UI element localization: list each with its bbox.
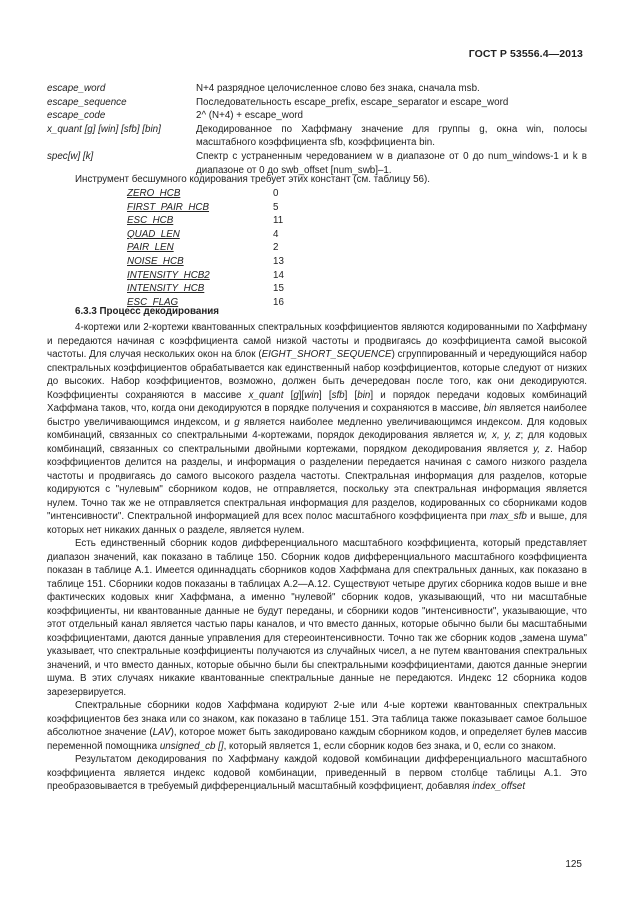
constant-name: QUAD_LEN xyxy=(127,228,180,240)
constant-name: INTENSITY_HCB2 xyxy=(127,269,210,281)
constant-value: 4 xyxy=(273,228,279,240)
definition-desc: Декодированное по Хаффману значение для группы g, окна win, полосы масштабного коэффициента sfb, коэффициента bin. xyxy=(196,123,587,149)
definition-term: spec[w] [k] xyxy=(47,150,94,162)
definition-row xyxy=(47,123,587,150)
definition-term: x_quant [g] [win] [sfb] [bin] xyxy=(47,123,161,135)
constant-row xyxy=(127,282,284,296)
constant-name: INTENSITY_HCB xyxy=(127,283,205,295)
document-header: ГОСТ Р 53556.4—2013 xyxy=(468,48,583,60)
constant-row xyxy=(127,187,284,201)
definition-term: escape_code xyxy=(47,110,106,122)
constant-row xyxy=(127,214,284,228)
constant-row xyxy=(127,255,284,269)
paragraph: Спектральные сборники кодов Хаффмана кодируют 2-ые или 4-ые кортежи квантованных спектральных коэффициентов без знака или со знаком, как показано в таблице 151. Эта таблица также показывает самое большое абсолютное значение (LAV), которое может быть закодировано каждым сборником кодов, и определяет булев массив переменной помощника unsigned_cb [], который является 1, если сборник кодов без знака, и 0, если со знаком. xyxy=(47,700,587,752)
section-heading: 6.3.3 Процесс декодирования xyxy=(75,306,219,317)
definition-desc: Последовательность escape_prefix, escape_separator и escape_word xyxy=(196,96,509,108)
page-number: 125 xyxy=(565,859,582,870)
definition-row xyxy=(47,82,587,96)
constants-intro: Инструмент бесшумного кодирования требует этих констант (см. таблицу 56). xyxy=(75,174,430,185)
definition-row xyxy=(47,96,587,110)
definition-list xyxy=(47,82,587,177)
constant-name: FIRST_PAIR_HCB xyxy=(127,201,210,213)
definition-term: escape_sequence xyxy=(47,96,127,108)
constants-table xyxy=(127,187,284,309)
body-text xyxy=(47,321,587,794)
paragraph: 4-кортежи или 2-кортежи квантованных спектральных коэффициентов являются кодированными по Хаффману и передаются начиная с коэффициента самой низкой частоты и продвигаясь до коэффициента самой высокой частоты. Для случая нескольких окон на блок (EIGHT_SHORT_SEQUENCE) сгруппированный и чередующийся набор спектральных коэффициентов обрабатывается как единственный набор коэффициентов, которые следуют от низких до высоких. Набор коэффициентов, возможно, должен быть дечередован после того, как они декодируются. Коэффициенты сохраняются в массиве x_quant [g][win] [sfb] [bin] и порядок передачи кодовых комбинаций Хаффмана таков, что, когда они декодируются в порядке получения и сохраняются в массиве, bin является наиболее быстро увеличивающимся индексом, и g является наиболее медленно увеличивающимся индексом. Для кодовых комбинаций, связанных со спектральными 4-кортежами, порядок декодирования является w, x, y, z; для кодовых комбинаций, связанных со спектральными двойными кортежами, порядком декодирования является y, z. Набор коэффициентов делится на разделы, и информация о разделении передается начиная с самого низкого раздела частоты и продвигаясь до самого высокого раздела частоты. Спектральная информация для разделов, которые кодируются с "нулевым" сборником кодов, не отправляется, поскольку эта спектральная информация является нулем. Точно так же не отправляется спектральная информация для разделов, кодированных со сборниками кодов "интенсивности". Спектральной информацией для всех полос масштабного коэффициента при max_sfb и выше, для которых нет никаких данных о разделе, является нулем. xyxy=(47,322,588,536)
constant-value: 15 xyxy=(273,283,284,295)
constant-name: ESC_FLAG xyxy=(127,296,179,308)
constant-value: 2 xyxy=(273,242,279,254)
constant-value: 14 xyxy=(273,269,284,281)
constant-row xyxy=(127,241,284,255)
constant-value: 0 xyxy=(273,188,279,199)
definition-term: escape_word xyxy=(47,83,106,94)
constant-name: NOISE_HCB xyxy=(127,255,184,267)
constant-name: PAIR_LEN xyxy=(127,242,174,254)
constant-row xyxy=(127,228,284,242)
paragraph: Есть единственный сборник кодов дифференциального масштабного коэффициента, который представляет диапазон значений, как показано в таблице 150. Сборник кодов дифференциального масштабного коэффициента показан в таблице А.1. Имеется одиннадцать сборников кодов Хаффмана для спектральных данных, как показано в таблице 151. Сборники кодов показаны в таблицах А.2—А.12. Существуют четыре других сборника кодов выше и вне фактических кодовых книг Хаффмана, а именно "нулевой" сборник кодов, указывающий, что ни масштабные коэффициенты, ни квантованные данные не будут переданы, и сборники кодов "интенсивности", указывающие, что этот отдельный канал является частью пары каналов, и что вместо данных, которые обычно были бы масштабными коэффициентами, даются данные управления для стереоинтенсивности. Точно так же сборник кодов „замена шума" указывает, что спектральные коэффициенты получаются из случайных чисел, а не путем квантования спектральных значений, и что вместо данных, которые обычно были бы спектральными коэффициентами, даются данные энергии шума. В этих случаях никакие квантованные спектральные данные не передаются. Индекс 12 сборника кодов зарезервируется. xyxy=(47,538,587,698)
constant-value: 11 xyxy=(273,215,284,227)
definition-desc: 2^ (N+4) + escape_word xyxy=(196,110,303,122)
constant-row xyxy=(127,201,284,215)
constant-row xyxy=(127,269,284,283)
constant-value: 16 xyxy=(273,296,284,308)
constant-value: 5 xyxy=(273,201,279,213)
paragraph: Результатом декодирования по Хаффману каждой кодовой комбинации дифференциального масштабного коэффициента является индекс кодовой комбинации, приведенный в первом столбце таблицы А.1. Это преобразовывается в требуемый дифференциальный масштабный коэффициент, добавляя index_offset xyxy=(47,754,587,792)
definition-desc: N+4 разрядное целочисленное слово без знака, сначала msb. xyxy=(196,83,480,94)
constant-name: ZERO_HCB xyxy=(127,188,181,199)
constant-name: ESC_HCB xyxy=(127,215,174,227)
definition-desc: Спектр с устраненным чередованием w в диапазоне от 0 до num_windows-1 и k в диапазоне от 0 до swb_offset [num_swb]–1. xyxy=(196,150,587,176)
constant-value: 13 xyxy=(273,255,284,267)
definition-row xyxy=(47,109,587,123)
